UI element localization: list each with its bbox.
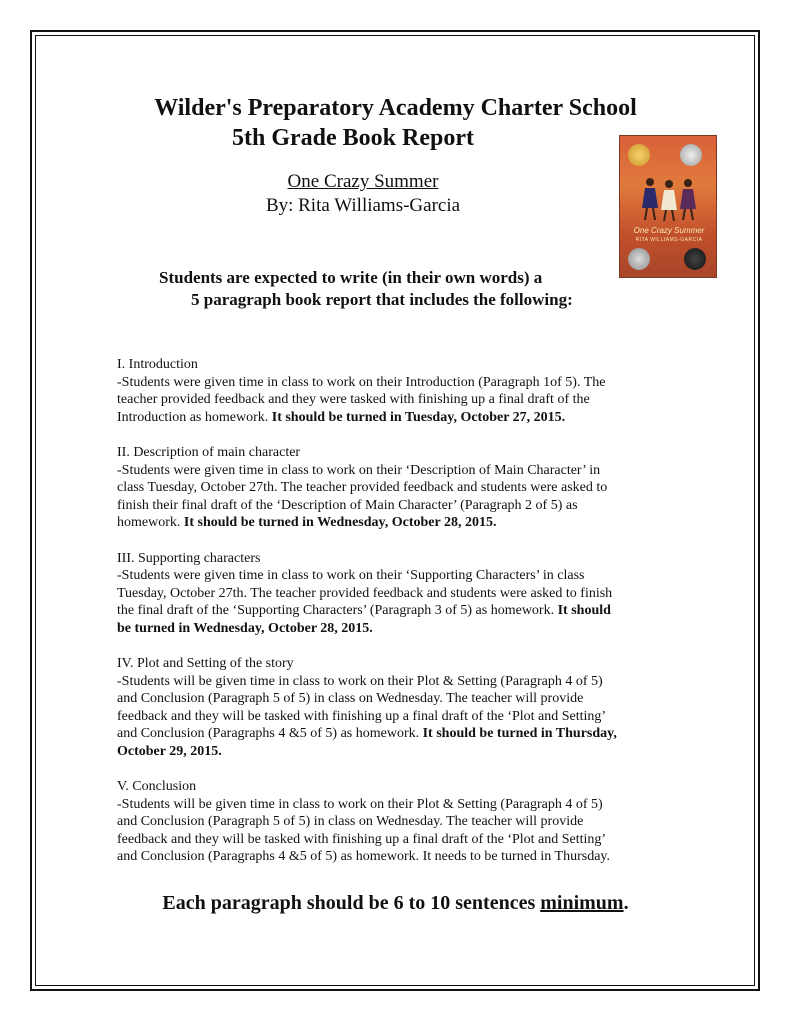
section-text-line: feedback and they will be tasked with finishing up a final draft of the ‘Plot and Setting’ (117, 831, 607, 847)
award-seal-icon (628, 248, 650, 270)
section-heading: IV. Plot and Setting of the story (117, 656, 294, 671)
section-text-line: -Students will be given time in class to work on their Plot & Setting (Paragraph 4 of 5) (117, 796, 603, 812)
section-text: homework. (117, 515, 184, 530)
cover-author: RITA WILLIAMS-GARCIA (635, 237, 703, 243)
section-text: the final draft of the ‘Supporting Characters’ (Paragraph 3 of 5) as homework. (117, 603, 558, 618)
book-cover-image (619, 135, 717, 278)
award-seal-icon (684, 248, 706, 270)
due-date: be turned in Wednesday, October 28, 2015. (117, 620, 373, 636)
award-medal-icon (628, 144, 650, 166)
section-text-line: -Students were given time in class to work on their ‘Supporting Characters’ in class (117, 568, 585, 583)
book-title: One Crazy Summer (287, 171, 439, 192)
section-text-line: teacher provided feedback and they were tasked with finishing up a final draft of the (117, 392, 590, 407)
section-heading: I. Introduction (117, 357, 198, 372)
section-text-line (117, 743, 677, 761)
section-text: Introduction as homework. (117, 409, 272, 425)
section-supporting-characters (117, 550, 677, 638)
section-text-line: -Students will be given time in class to work on their Plot & Setting (Paragraph 4 of 5) (117, 673, 603, 689)
section-text-line: and Conclusion (Paragraphs 4 &5 of 5) as homework. It needs to be turned in Thursday. (117, 849, 611, 864)
section-heading: II. Description of main character (117, 445, 301, 460)
section-heading: V. Conclusion (117, 779, 197, 794)
due-date: It should (557, 603, 611, 618)
section-conclusion (117, 778, 677, 866)
section-text-line: Tuesday, October 27th. The teacher provided feedback and students were asked to finish (117, 585, 613, 601)
section-text-line (117, 602, 677, 620)
section-text-line: and Conclusion (Paragraph 5 of 5) in class on Wednesday. The teacher will provide (117, 814, 584, 829)
footer-requirement (0, 891, 791, 915)
due-date: It should be turned in Wednesday, October 28, 2015. (183, 515, 497, 530)
cover-illustration (638, 174, 700, 224)
section-text-line: and Conclusion (Paragraph 5 of 5) in class on Wednesday. The teacher will provide (117, 691, 584, 706)
section-text-line (117, 620, 677, 638)
footer-text: Each paragraph should be 6 to 10 sentences (162, 892, 541, 914)
report-sections (117, 356, 677, 884)
award-medal-icon (680, 144, 702, 166)
section-text-line (117, 514, 677, 532)
footer-period: . (623, 892, 629, 914)
due-date: It should be turned in Thursday, (422, 726, 617, 741)
section-text-line: -Students were given time in class to work on their Introduction (Paragraph 1of 5). The (117, 374, 606, 390)
school-title: Wilder's Preparatory Academy Charter School (154, 95, 637, 121)
section-text: and Conclusion (Paragraphs 4 &5 of 5) as homework. (117, 726, 423, 741)
expectations-line-2: 5 paragraph book report that includes the following: (191, 290, 573, 309)
section-introduction (117, 356, 677, 426)
section-text-line (117, 725, 677, 743)
book-author: By: Rita Williams-Garcia (265, 195, 461, 216)
section-text-line: feedback and they will be tasked with finishing up a final draft of the ‘Plot and Setting’ (117, 708, 607, 724)
section-text-line: class Tuesday, October 27th. The teacher provided feedback and students were asked to (117, 480, 608, 495)
section-text-line (117, 409, 677, 427)
section-main-character (117, 444, 677, 532)
section-plot-setting (117, 655, 677, 760)
section-text-line: finish their final draft of the ‘Description of Main Character’ (Paragraph 2 of 5) as (117, 497, 578, 513)
section-heading: III. Supporting characters (117, 550, 261, 566)
section-text-line: -Students were given time in class to work on their ‘Description of Main Character’ in (117, 462, 601, 478)
due-date: It should be turned in Tuesday, October 27, 2015. (271, 409, 566, 425)
cover-title: One Crazy Summer (633, 226, 705, 235)
report-title: 5th Grade Book Report (232, 125, 474, 151)
due-date: October 29, 2015. (117, 743, 222, 759)
footer-emphasis: minimum (540, 892, 624, 914)
expectations-line-1: Students are expected to write (in their own words) a (159, 268, 543, 287)
